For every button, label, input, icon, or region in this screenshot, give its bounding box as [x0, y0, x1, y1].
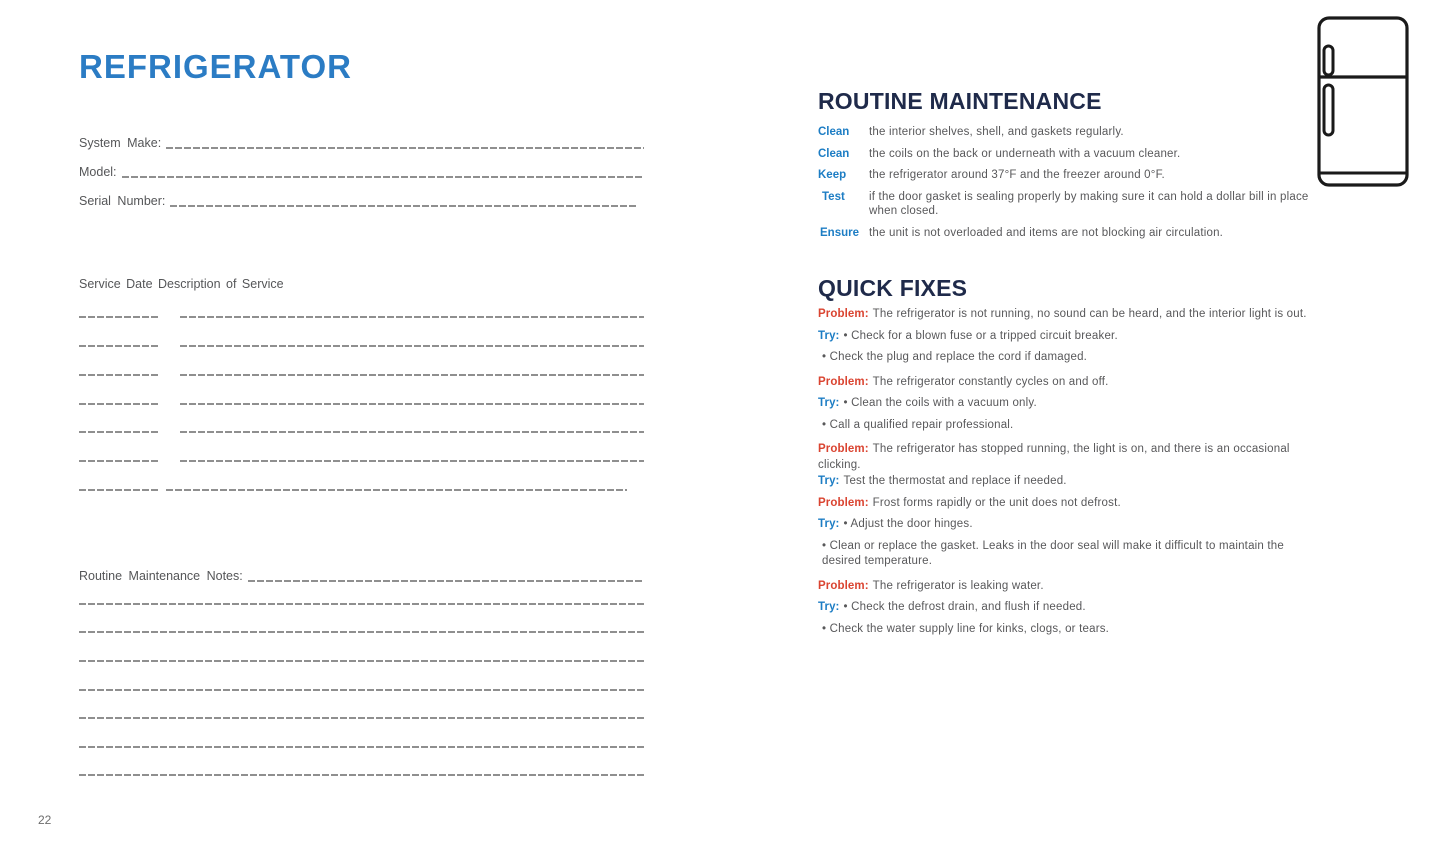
notes-blank-line [79, 717, 644, 719]
quick-fix-problem [818, 375, 1315, 391]
try-text: • Check for a blown fuse or a tripped circuit breaker. [843, 329, 1118, 342]
problem-text: The refrigerator constantly cycles on and off. [872, 375, 1109, 388]
quick-fix-try [818, 600, 1315, 616]
refrigerator-icon [1317, 16, 1409, 187]
service-date-blank [79, 431, 160, 433]
bullet-text: • Call a qualified repair professional. [822, 418, 1014, 431]
service-log-row [79, 403, 644, 405]
system-make-field [79, 134, 644, 150]
problem-text: Frost forms rapidly or the unit does not defrost. [872, 496, 1121, 509]
maintenance-notes-field [79, 567, 644, 583]
service-date-blank [79, 316, 160, 318]
quick-fixes-heading: QUICK FIXES [818, 275, 968, 301]
service-log-header: Service Date Description of Service [79, 277, 284, 291]
maintenance-item [818, 226, 1315, 241]
serial-number-field [79, 192, 644, 208]
maintenance-keyword: Clean [818, 126, 850, 138]
quick-fix-bullet [818, 350, 1315, 366]
quick-fix-problem [818, 579, 1315, 595]
maintenance-item [818, 190, 1315, 219]
bullet-text: • Clean or replace the gasket. Leaks in the door seal will make it difficult to maintain the desired temperature. [822, 539, 1285, 567]
quick-fix-problem [818, 496, 1315, 512]
service-date-blank [79, 345, 160, 347]
maintenance-item [818, 147, 1315, 162]
problem-text: The refrigerator has stopped running, the light is on, and there is an occasional clicking. [818, 443, 1290, 471]
maintenance-text: the refrigerator around 37°F and the freezer around 0°F. [869, 169, 1165, 181]
maintenance-item [818, 125, 1315, 140]
maintenance-keyword: Clean [818, 147, 850, 160]
service-description-blank [180, 316, 644, 318]
maintenance-item [818, 168, 1315, 183]
try-text: Test the thermostat and replace if needed. [843, 475, 1067, 487]
left-column [79, 0, 644, 864]
quick-fix-problem [818, 442, 1315, 473]
maintenance-text: the coils on the back or underneath with a vacuum cleaner. [869, 147, 1181, 160]
notes-blank-line [79, 746, 644, 748]
page-number: 22 [38, 813, 52, 827]
try-label: Try: [818, 475, 840, 487]
page-title: REFRIGERATOR [79, 48, 352, 85]
service-date-blank [79, 403, 160, 405]
model-field [79, 163, 644, 179]
try-label: Try: [818, 518, 840, 530]
quick-fixes-list [818, 307, 1315, 643]
service-description-blank [166, 489, 627, 491]
quick-fix-try [818, 517, 1315, 533]
system-make-label: System Make: [79, 136, 162, 150]
serial-number-blank-line [170, 205, 637, 207]
maintenance-notes-label: Routine Maintenance Notes: [79, 569, 243, 583]
quick-fix-try [818, 396, 1315, 412]
serial-number-label: Serial Number: [79, 194, 166, 208]
problem-label: Problem: [818, 579, 869, 592]
model-label: Model: [79, 165, 117, 179]
quick-fix-try [818, 329, 1315, 345]
service-log-row [79, 489, 644, 491]
problem-label: Problem: [818, 375, 869, 388]
service-date-blank [79, 374, 160, 376]
problem-text: The refrigerator is not running, no sound can be heard, and the interior light is out. [872, 308, 1307, 320]
routine-maintenance-heading: ROUTINE MAINTENANCE [818, 88, 1102, 114]
notes-blank-line [79, 774, 644, 776]
service-date-blank [79, 460, 160, 462]
quick-fix-bullet [818, 539, 1315, 570]
service-description-blank [180, 431, 644, 433]
notes-blank-line [79, 660, 644, 662]
maintenance-text: if the door gasket is sealing properly by making sure it can hold a dollar bill in place when closed. [869, 190, 1309, 217]
bullet-text: • Check the water supply line for kinks, clogs, or tears. [822, 622, 1110, 635]
maintenance-text: the unit is not overloaded and items are not blocking air circulation. [869, 226, 1224, 239]
try-text: • Clean the coils with a vacuum only. [843, 397, 1037, 409]
try-label: Try: [818, 601, 840, 613]
maintenance-keyword: Keep [818, 169, 847, 181]
problem-label: Problem: [818, 443, 869, 455]
service-log-row [79, 374, 644, 376]
service-log-row [79, 431, 644, 433]
service-log-row [79, 345, 644, 347]
problem-label: Problem: [818, 496, 869, 509]
quick-fix-bullet [818, 418, 1315, 434]
notes-blank-line [79, 631, 644, 633]
bullet-text: • Check the plug and replace the cord if damaged. [822, 351, 1088, 363]
try-text: • Adjust the door hinges. [843, 518, 973, 530]
maintenance-keyword: Ensure [820, 226, 859, 239]
service-description-blank [180, 460, 644, 462]
problem-text: The refrigerator is leaking water. [872, 579, 1044, 592]
notes-blank-line [79, 603, 644, 605]
try-label: Try: [818, 397, 840, 409]
service-log-row [79, 460, 644, 462]
service-description-blank [180, 403, 644, 405]
maintenance-keyword: Test [822, 190, 845, 203]
notes-blank-line [79, 689, 644, 691]
model-blank-line [122, 176, 644, 178]
system-make-blank-line [166, 147, 644, 149]
service-log-row [79, 316, 644, 318]
maintenance-notes-blank-line [248, 580, 644, 582]
maintenance-text: the interior shelves, shell, and gaskets regularly. [869, 126, 1124, 138]
service-description-blank [180, 374, 644, 376]
routine-maintenance-list [818, 125, 1315, 247]
try-text: • Check the defrost drain, and flush if needed. [843, 601, 1086, 613]
service-date-blank [79, 489, 160, 491]
service-description-blank [180, 345, 644, 347]
quick-fix-problem [818, 307, 1315, 323]
problem-label: Problem: [818, 308, 869, 320]
try-label: Try: [818, 329, 840, 342]
quick-fix-bullet [818, 622, 1315, 638]
quick-fix-try [818, 474, 1315, 490]
